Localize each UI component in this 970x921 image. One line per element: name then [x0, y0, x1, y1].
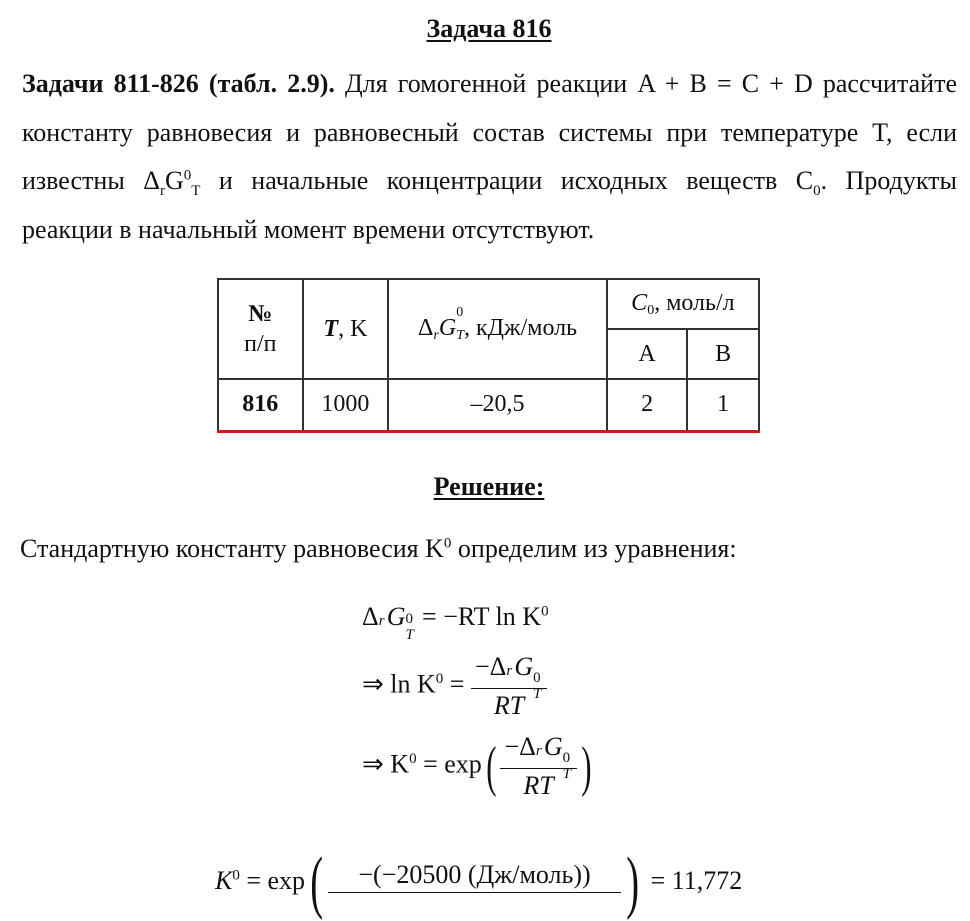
cell-number: 816 [218, 379, 303, 431]
cell-gibbs: –20,5 [388, 379, 607, 431]
data-table [217, 278, 760, 433]
table-row [218, 379, 759, 431]
cell-temperature: 1000 [303, 379, 389, 431]
header-number: № п/п [218, 279, 303, 379]
cell-a: 2 [607, 379, 688, 431]
header-temperature: T, K [303, 279, 389, 379]
problem-title: Задача 816 [426, 14, 552, 43]
cell-b: 1 [687, 379, 759, 431]
problem-statement: Задачи 811-826 (табл. 2.9). Для гомогенной реакции A + B = C + D рассчитайте константу равновесия и равновесный состав системы при температуре T, если известны $\Delta_rG^0_T$ и начальные концентрации исходных веществ $C_0$. Продукты реакции в начальный момент времени отсутствуют. [22, 69, 958, 244]
header-gibbs: $\Delta_rG$ 0 $_T$, кДж/моль [388, 279, 607, 379]
equation-1: Δr G 0 T = −RT $\ln K^0$ [362, 602, 549, 643]
header-a: A [607, 329, 688, 379]
equation-3: ⇒ $K^0 = \exp$( −Δr G 0 T RT ) [362, 732, 592, 800]
equation-2: ⇒ $\ln K^0$ = −Δr G 0 T RT [362, 650, 547, 723]
equation-final: $K^0 = \exp$( −(−20500 (Дж/моль)) ) = 11,772 [215, 844, 743, 921]
header-b: B [687, 329, 759, 379]
solution-intro: Стандартную константу равновесия $K^0$ определим из уравнения: [20, 534, 737, 563]
header-c0: $C_0$, моль/л [607, 279, 759, 329]
solution-heading: Решение: [433, 472, 545, 501]
problem-lead: Задачи 811-826 (табл. 2.9). [22, 69, 335, 98]
